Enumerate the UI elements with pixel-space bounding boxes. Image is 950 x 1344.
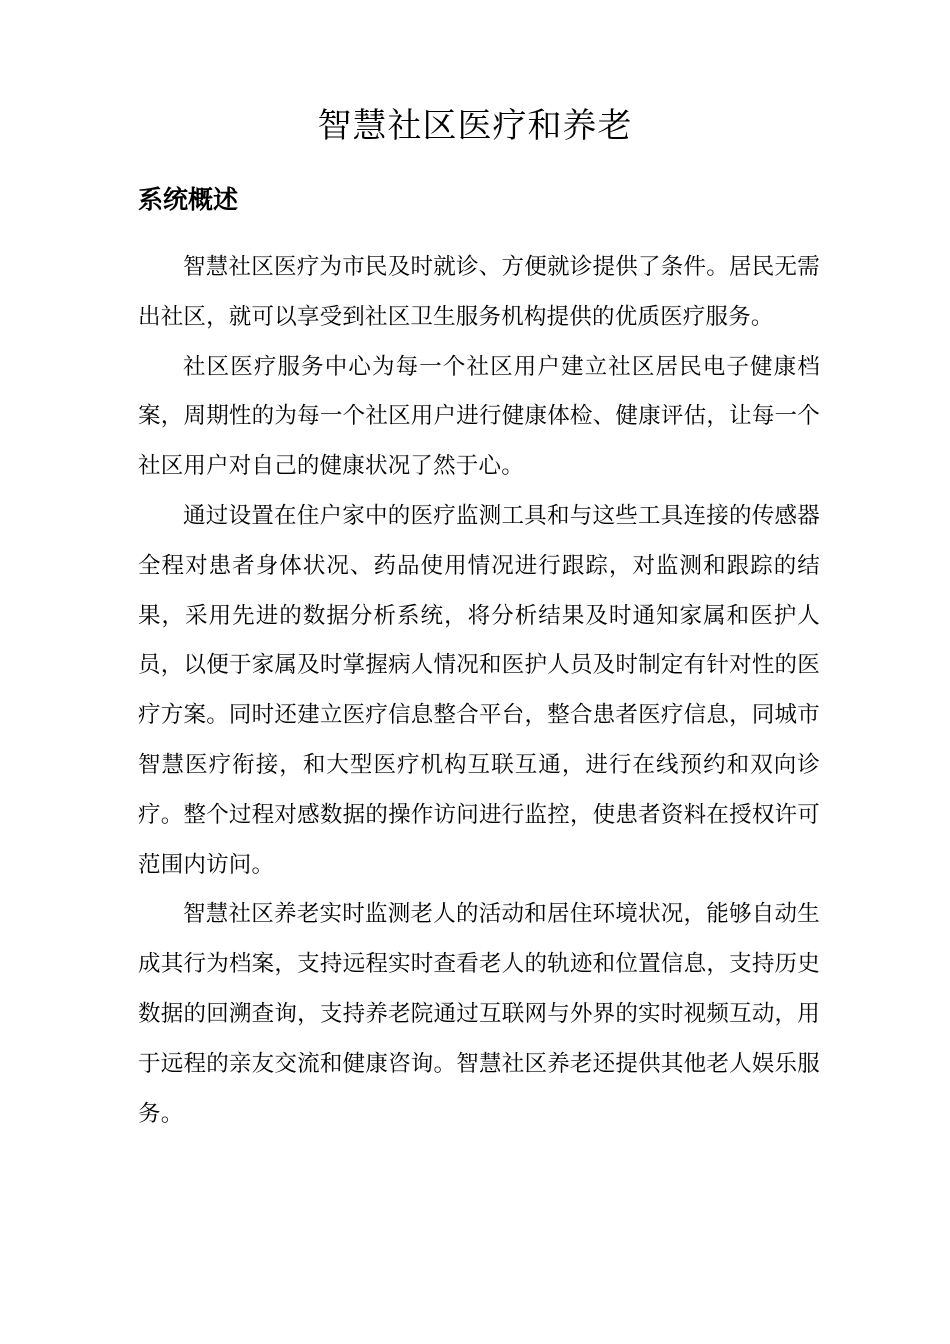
paragraph: 社区医疗服务中心为每一个社区用户建立社区居民电子健康档案，周期性的为每一个社区用户进行健康体检、健康评估，让每一个社区用户对自己的健康状况了然于心。	[138, 353, 820, 480]
paragraph: 智慧社区养老实时监测老人的活动和居住环境状况，能够自动生成其行为档案，支持远程实时查看老人的轨迹和位置信息，支持历史数据的回溯查询，支持养老院通过互联网与外界的实时视频互动，用于远程的亲友交流和健康咨询。智慧社区养老还提供其他老人娱乐服务。	[138, 901, 820, 1127]
body-text	[138, 243, 820, 1139]
paragraph: 通过设置在住户家中的医疗监测工具和与这些工具连接的传感器全程对患者身体状况、药品使用情况进行跟踪，对监测和跟踪的结果，采用先进的数据分析系统，将分析结果及时通知家属和医护人员，以便于家属及时掌握病人情况和医护人员及时制定有针对性的医疗方案。同时还建立医疗信息整合平台，整合患者医疗信息，同城市智慧医疗衔接，和大型医疗机构互联互通，进行在线预约和双向诊疗。整个过程对感数据的操作访问进行监控，使患者资料在授权许可范围内访问。	[138, 502, 820, 878]
paragraph: 智慧社区医疗为市民及时就诊、方便就诊提供了条件。居民无需出社区，就可以享受到社区卫生服务机构提供的优质医疗服务。	[138, 254, 820, 330]
document-title: 智慧社区医疗和养老	[317, 106, 633, 146]
section-heading: 系统概述	[138, 185, 239, 214]
